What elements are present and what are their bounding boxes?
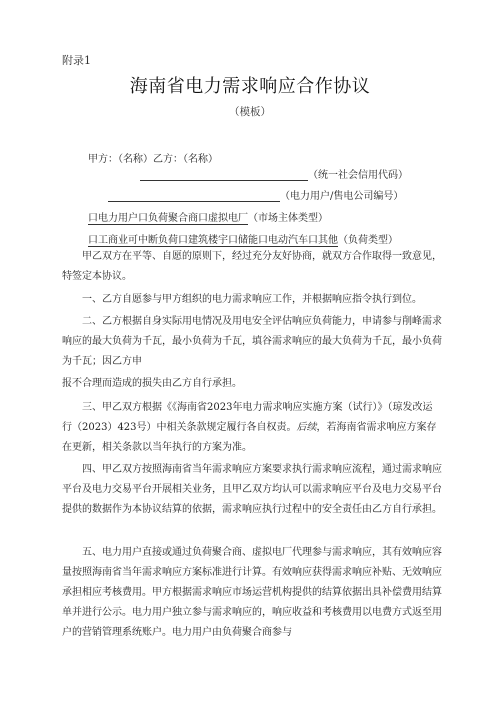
- market-type-line: [88, 209, 328, 224]
- clause-3-text-b: ，若海南省需求响应方案存在更新，相关条款以当年执行的方案为准。: [62, 422, 437, 453]
- clause-2-continued: 报不合理而造成的损失由乙方自行承担。: [62, 378, 242, 389]
- credit-code-label: （统一社会信用代码）: [308, 170, 408, 181]
- load-type-options: 口工商业可中断负荷口建筑楼宇口储能口电动汽车口其他: [88, 235, 338, 246]
- intro-paragraph: 甲乙双方在平等、自愿的原则下，经过充分友好协商，就双方合作取得一致意见，特签定本协议。: [62, 251, 442, 282]
- clause-5: 五、电力用户直接或通过负荷聚合商、虚拟电厂代理参与需求响应，其有效响应容量按照海南省当年需求响应方案标准进行计算。有效响应获得需求响应补贴、无效响应承担相应考核费用。甲方根据需求响应市场运营机构提供的结算依据出具补偿费用结算单并进行公示。电力用户独立参与需求响应的，响应收益和考核费用以电费方式返至用户的营销管理系统账户。电力用户由负荷聚合商参与: [62, 547, 442, 638]
- parties-line: 甲方：（名称）乙方：（名称）: [88, 154, 218, 165]
- document-title: 海南省电力需求响应合作协议: [129, 76, 371, 97]
- user-no-line: [108, 187, 403, 202]
- credit-code-line: [140, 166, 408, 181]
- annex-label: 附录1: [62, 54, 91, 67]
- clause-4: 四、甲乙双方按照海南省当年需求响应方案要求执行需求响应流程，通过需求响应平台及电力交易平台开展相关业务，且甲乙双方均认可以需求响应平台及电力交易平台提供的数据作为本协议结算的依据，需求响应执行过程中的安全责任由乙方自行承担。: [62, 464, 442, 515]
- clause-3-text-a: 三、甲乙双方根据《《海南省2023年电力需求响应实施方案（试行）》（琼发改运行（2023）423号）中相关条款规定履行各自权责。: [62, 402, 433, 433]
- clause-3: [62, 398, 442, 458]
- clause-1: 一、乙方自愿参与甲方组织的电力需求响应工作，并根据响应指令执行到位。: [82, 294, 422, 305]
- user-no-blank: [108, 190, 280, 202]
- document-subtitle: （模板）: [229, 106, 271, 118]
- clause-2: 二、乙方根据自身实际用电情况及用电安全评估响应负荷能力，申请参与削峰需求响应的最大负荷为千瓦，最小负荷为千瓦，填谷需求响应的最大负荷为千瓦，最小负荷为千瓦；因乙方申: [62, 316, 442, 367]
- market-type-label: （市场主体类型）: [248, 213, 328, 224]
- load-type-line: [88, 231, 398, 246]
- user-no-label: （电力用户/售电公司编号）: [280, 191, 404, 202]
- credit-code-blank: [140, 169, 308, 181]
- load-type-label: （负荷类型）: [338, 235, 398, 246]
- market-type-options: 口电力用户口负荷聚合商口虚拟电厂: [88, 213, 248, 224]
- clause-3-italic: 后续: [296, 422, 317, 433]
